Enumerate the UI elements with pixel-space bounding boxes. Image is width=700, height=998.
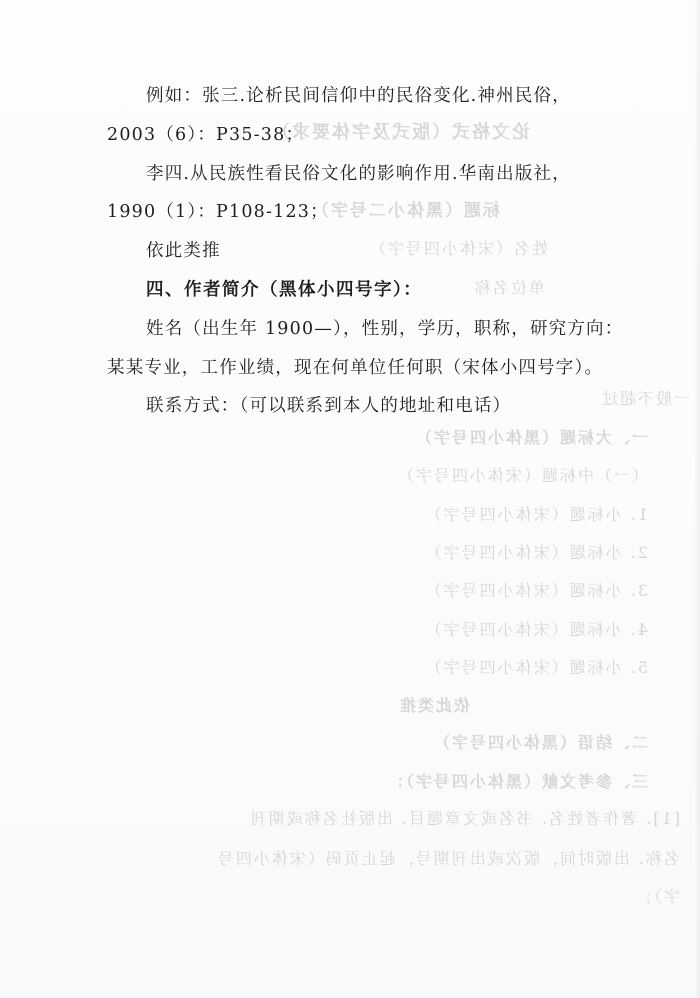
reference-example-1-line2: 2003（6）：P35-38； bbox=[107, 125, 305, 145]
page-edge-shadow bbox=[694, 0, 700, 998]
reference-example-1-line1: 例如：张三.论析民间信仰中的民俗变化.神州民俗， bbox=[146, 86, 571, 106]
author-bio-line1: 姓名（出生年 1900—），性别，学历，职称，研究方向： bbox=[146, 319, 624, 339]
reference-example-2-line1: 李四.从民族性看民俗文化的影响作用.华南出版社， bbox=[146, 164, 571, 184]
bleed-title: 论文格式（版式及字体要求） bbox=[270, 122, 530, 143]
bleed-line: （一）中标题（宋体小四号字） bbox=[395, 466, 648, 485]
bleed-line: [1]. 著作者姓名. 书名或文章题目. 出版社名称或期刊 bbox=[248, 809, 680, 828]
bleed-line: 5. 小标题（宋体小四号字） bbox=[423, 658, 648, 677]
bleed-line: 2. 小标题（宋体小四号字） bbox=[423, 543, 648, 562]
bleed-line: 字）； bbox=[633, 887, 680, 906]
bleed-line: 依此类推 bbox=[397, 696, 470, 715]
author-bio-line2: 某某专业，工作业绩，现在何单位任何职（宋体小四号字）。 bbox=[107, 358, 604, 378]
bleed-line: 名称. 出版时间，版次或出刊期号，起止页码（宋体小四号 bbox=[215, 849, 680, 868]
bleed-line: 4. 小标题（宋体小四号字） bbox=[423, 620, 648, 639]
bleed-line: 三、参考文献（黑体小四号字）： bbox=[385, 772, 648, 791]
bleed-line: 二、结语（黑体小四号字） bbox=[431, 733, 648, 752]
bleed-line: 标题（黑体小二号字） bbox=[310, 201, 500, 221]
bleed-line: 一、大标题（黑体小四号字） bbox=[413, 428, 648, 447]
bleed-line: 1. 小标题（宋体小四号字） bbox=[423, 505, 648, 524]
section-4-heading: 四、作者简介（黑体小四号字）： bbox=[146, 280, 423, 300]
contact-info-line: 联系方式：（可以联系到本人的地址和电话） bbox=[146, 396, 512, 416]
bleed-line: 一般不超过 bbox=[599, 389, 690, 408]
bleed-line: 单位名称 bbox=[472, 278, 545, 297]
reference-example-2-line2: 1990（1）：P108-123； bbox=[107, 202, 329, 222]
bleed-line: 3. 小标题（宋体小四号字） bbox=[423, 581, 648, 600]
bleed-line: 姓名（宋体小四号字） bbox=[367, 239, 548, 258]
and-so-on-text: 依此类推 bbox=[146, 241, 221, 261]
